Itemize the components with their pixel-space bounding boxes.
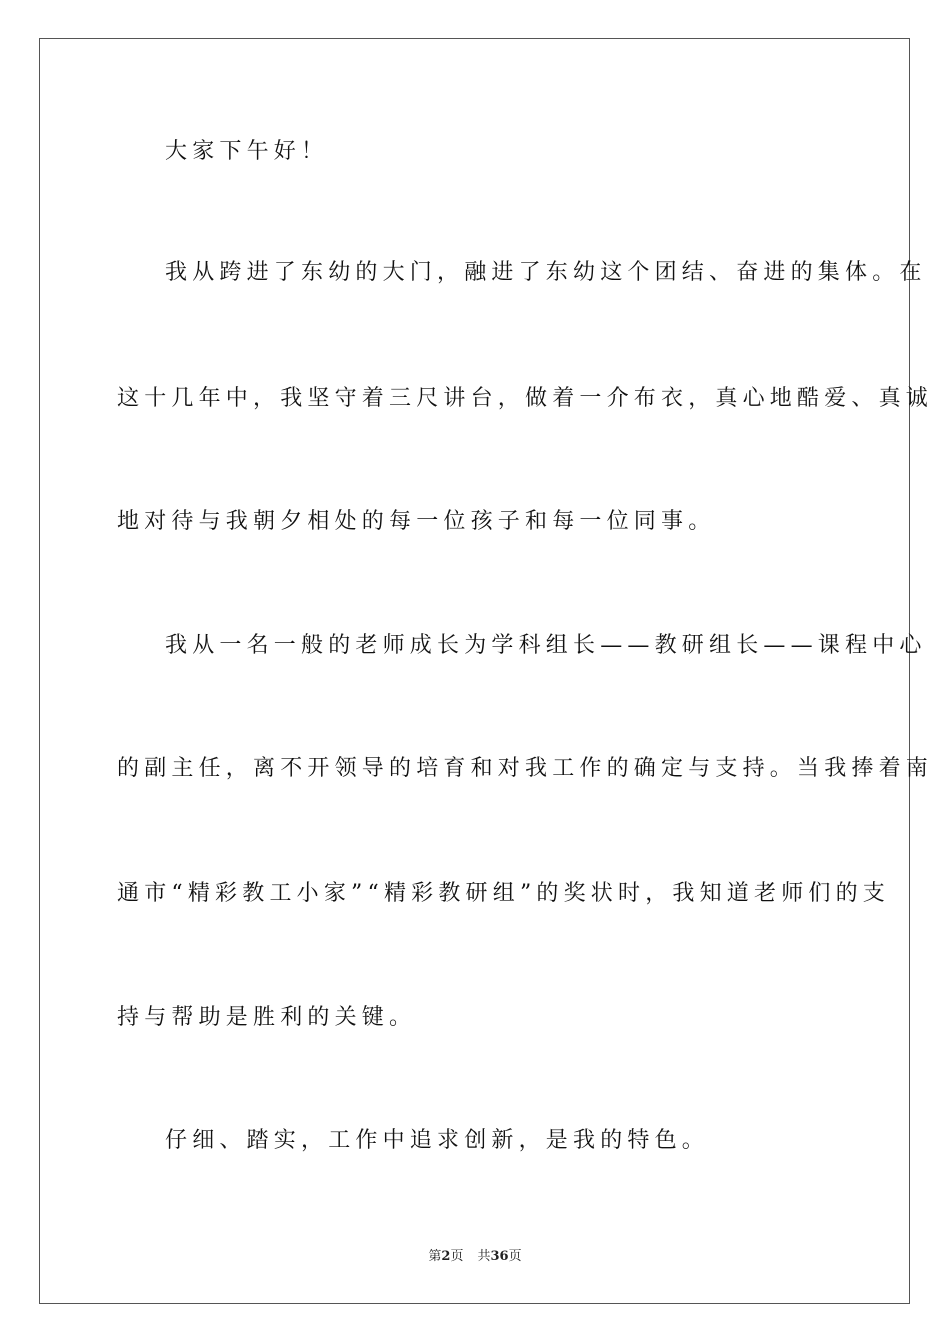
paragraph-2-line-2: 的副主任，离不开领导的培育和对我工作的确定与支持。当我捧着南 <box>117 756 934 781</box>
page-prefix: 第 <box>428 1249 442 1264</box>
paragraph-1-line-3: 地对待与我朝夕相处的每一位孩子和每一位同事。 <box>117 509 716 534</box>
page-number: 2 <box>441 1249 451 1264</box>
paragraph-1-line-2: 这十几年中，我坚守着三尺讲台，做着一介布衣，真心地酷爱、真诚 <box>117 386 934 411</box>
paragraph-2-line-1: 我从一名一般的老师成长为学科组长——教研组长——课程中心 <box>165 633 927 658</box>
page-frame <box>39 38 934 1304</box>
total-pages: 36 <box>490 1249 509 1264</box>
total-prefix: 共 <box>477 1249 491 1264</box>
paragraph-2-line-4: 持与帮助是胜利的关键。 <box>117 1005 417 1030</box>
greeting-line: 大家下午好！ <box>165 139 329 164</box>
paragraph-3-line-1: 仔细、踏实，工作中追求创新，是我的特色。 <box>165 1128 710 1153</box>
paragraph-2-line-3: 通市“精彩教工小家”“精彩教研组”的奖状时，我知道老师们的支 <box>117 881 890 906</box>
page-footer <box>0 1248 950 1266</box>
page-suffix: 页 <box>450 1249 464 1264</box>
paragraph-1-line-1: 我从跨进了东幼的大门，融进了东幼这个团结、奋进的集体。在 <box>165 260 927 285</box>
total-suffix: 页 <box>508 1249 522 1264</box>
